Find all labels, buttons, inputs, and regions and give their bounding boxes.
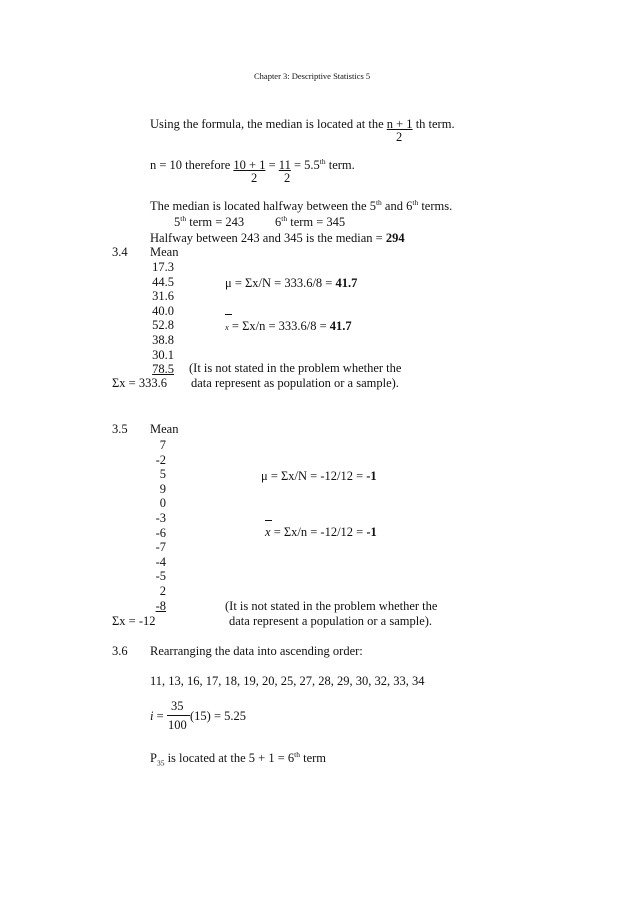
p35-heading: Mean bbox=[150, 422, 179, 436]
p35-value: -5 bbox=[155, 569, 166, 584]
p34-xbar-overline bbox=[225, 314, 232, 315]
p35-value: 0 bbox=[159, 496, 166, 511]
p35-value: -4 bbox=[155, 554, 166, 569]
p35-value: 7 bbox=[159, 438, 166, 452]
problem-number-3-6: 3.6 bbox=[112, 644, 128, 658]
p34-value: 31.6 bbox=[152, 289, 174, 304]
p36-i-result: (15) = 5.25 bbox=[190, 709, 246, 723]
p35-xbar: x = Σx/n = -12/12 = -1 bbox=[265, 525, 377, 539]
p35-value: 5 bbox=[159, 467, 166, 482]
xbar-symbol: x bbox=[225, 322, 229, 332]
p36-i-fraction-bar bbox=[167, 715, 190, 716]
p34-value: 30.1 bbox=[152, 347, 174, 362]
p36-heading: Rearranging the data into ascending order: bbox=[150, 644, 363, 658]
median-position-den1: 2 bbox=[251, 171, 258, 185]
p34-value: 52.8 bbox=[152, 318, 174, 333]
sixth-term: 6th term = 345 bbox=[275, 213, 346, 229]
p35-value: 2 bbox=[159, 584, 166, 598]
p35-xbar-overline bbox=[265, 520, 272, 521]
p35-note-1: (It is not stated in the problem whether the bbox=[225, 599, 438, 613]
median-result: Halfway between 243 and 345 is the median = 294 bbox=[150, 231, 405, 245]
p36-i-formula: i = bbox=[150, 709, 164, 723]
problem-number-3-5: 3.5 bbox=[112, 422, 128, 436]
p35-mu: μ = Σx/N = -12/12 = -1 bbox=[261, 469, 377, 483]
median-halfway-line: The median is located halfway between the 5th and 6th terms. bbox=[150, 197, 453, 213]
p35-value: -7 bbox=[155, 540, 166, 555]
p34-note-1: (It is not stated in the problem whether the bbox=[189, 361, 402, 375]
p35-value: -2 bbox=[155, 452, 166, 467]
fifth-term: 5th term = 243 bbox=[174, 213, 245, 229]
p35-note-2: data represent a population or a sample). bbox=[229, 614, 433, 628]
page-header: Chapter 3: Descriptive Statistics 5 bbox=[254, 71, 371, 81]
p34-value: 38.8 bbox=[152, 333, 174, 347]
p35-value: -8 bbox=[155, 598, 166, 613]
p36-i-numerator: 35 bbox=[171, 699, 184, 713]
p35-value: -6 bbox=[155, 525, 166, 540]
p34-value: 44.5 bbox=[152, 274, 174, 289]
p36-percentile-line: $P_{35}$ is located at the 5 + 1 = 6th term bbox=[150, 749, 327, 768]
p34-sum: Σx = 333.6 bbox=[112, 376, 167, 390]
p35-value: -3 bbox=[155, 511, 166, 525]
p35-value: 9 bbox=[159, 481, 166, 496]
median-formula-line: Using the formula, the median is located at the n + 1 th term. bbox=[150, 117, 455, 131]
problem-number-3-4: 3.4 bbox=[112, 245, 128, 259]
p36-i-denominator: 100 bbox=[168, 718, 187, 732]
xbar-symbol: x bbox=[265, 525, 271, 539]
p34-value: 40.0 bbox=[152, 303, 174, 318]
p34-value: 78.5 bbox=[152, 362, 174, 377]
p34-note-2: data represent as population or a sample). bbox=[191, 376, 399, 390]
median-formula-denominator: 2 bbox=[396, 130, 403, 144]
p34-value: 17.3 bbox=[152, 260, 174, 274]
median-position-den2: 2 bbox=[284, 171, 291, 185]
median-position-line: n = 10 therefore 10 + 1 = 11 = 5.5th term. bbox=[150, 156, 355, 172]
p34-heading: Mean bbox=[150, 245, 179, 259]
p34-mu: μ = Σx/N = 333.6/8 = 41.7 bbox=[225, 276, 358, 290]
p35-sum: Σx = -12 bbox=[112, 614, 156, 628]
p34-xbar: x = Σx/n = 333.6/8 = 41.7 bbox=[225, 319, 352, 333]
p36-sorted-data: 11, 13, 16, 17, 18, 19, 20, 25, 27, 28, 29, 30, 32, 33, 34 bbox=[150, 674, 425, 688]
